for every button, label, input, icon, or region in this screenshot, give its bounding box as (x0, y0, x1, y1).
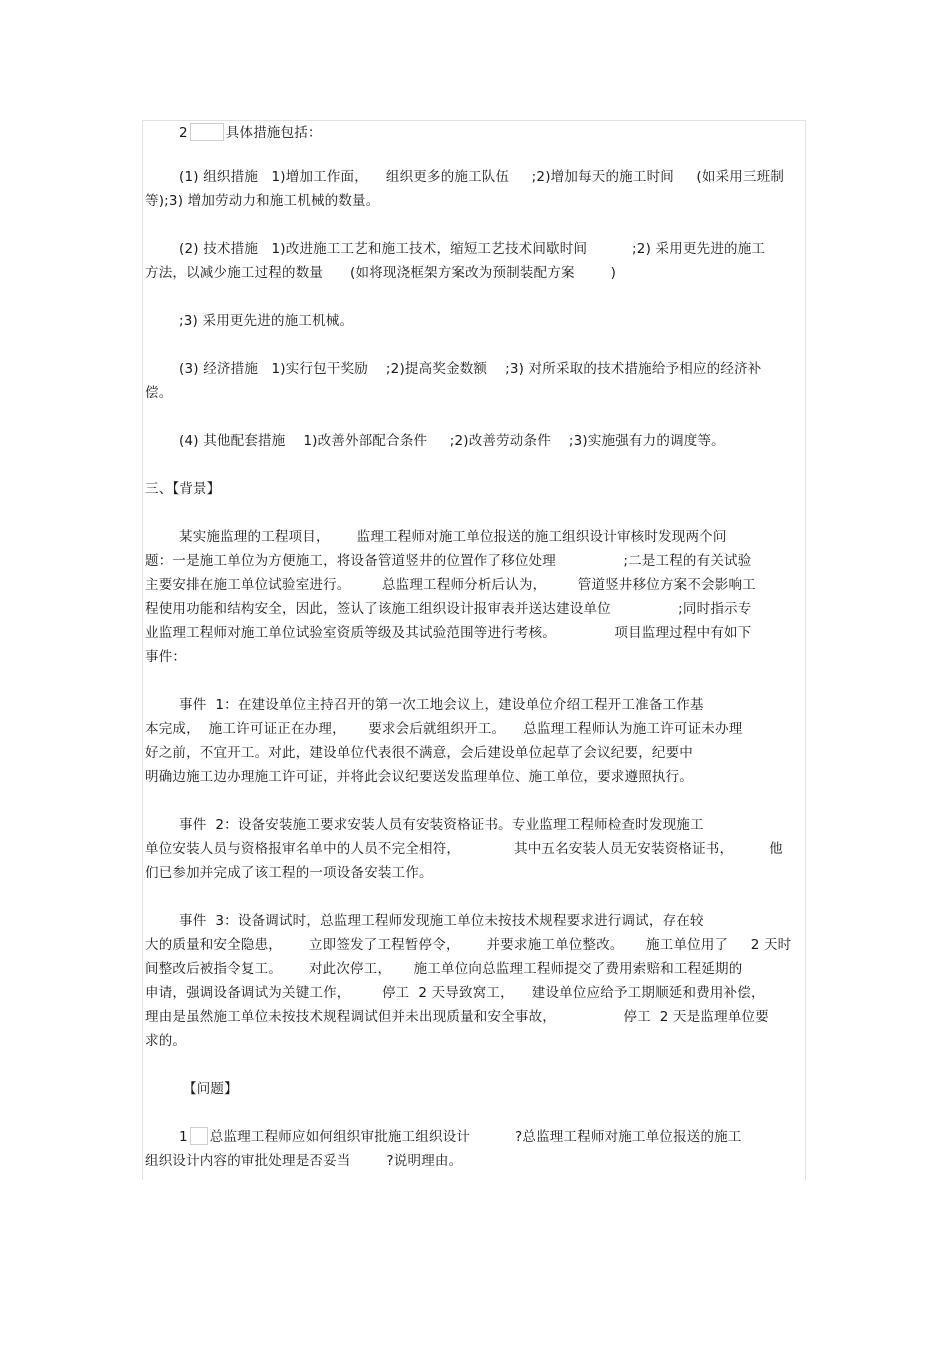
paragraph-line: 申请，强调设备调试为关键工作， 停工 2 天导致窝工， 建设单位应给予工期顺延和费用补偿， (145, 985, 765, 1001)
measure-organization (143, 165, 805, 213)
measure-other (143, 429, 805, 453)
paragraph-line: (2) 技术措施 1)改进施工工艺和施工技术，缩短工艺技术间歇时间 ;2) 采用更先进的施工 (179, 241, 766, 257)
paragraph-line: 理由是虽然施工单位未按技术规程调试但并未出现质量和安全事故， 停工 2 天是监理单位要 (145, 1009, 769, 1025)
paragraph-line: (1) 组织措施 1)增加工作面， 组织更多的施工队伍 ;2)增加每天的施工时间 (如采用三班制 (179, 169, 785, 185)
question-number: 1 (179, 1129, 188, 1145)
question-title: 【问题】 (183, 1081, 238, 1097)
paragraph-line: 题：一是施工单位为方便施工，将设备管道竖井的位置作了移位处理 ;二是工程的有关试验 (145, 553, 752, 569)
number-box (190, 1127, 208, 1145)
paragraph-line: 好之前，不宜开工。对此，建设单位代表很不满意，会后建设单位起草了会议纪要，纪要中 (145, 745, 693, 761)
question-text: 总监理工程师应如何组织审批施工组织设计 ?总监理工程师对施工单位报送的施工 (209, 1129, 742, 1145)
paragraph-line: 们已参加并完成了该工程的一项设备安装工作。 (145, 865, 433, 881)
paragraph-line: 事件 1：在建设单位主持召开的第一次工地会议上，建设单位介绍工程开工准备工作基 (179, 697, 704, 713)
paragraph-line: 偿。 (145, 385, 173, 401)
item-2 (143, 121, 805, 145)
measure-technical (143, 237, 805, 285)
paragraph-line: 事件： (145, 649, 187, 665)
paragraph-line: 方法，以减少施工过程的数量 (如将现浇框架方案改为预制装配方案 ) (145, 265, 617, 281)
paragraph-line: ;3) 采用更先进的施工机械。 (179, 313, 354, 329)
section-title: 三、【背景】 (145, 481, 221, 497)
question-line (143, 1125, 805, 1149)
paragraph-line: 本完成， 施工许可证正在办理， 要求会后就组织开工。 总监理工程师认为施工许可证未办理 (145, 721, 743, 737)
measure-economic (143, 357, 805, 405)
paragraph-line: 主要安排在施工单位试验室进行。 总监理工程师分析后认为， 管道竖井移位方案不会影响工 (145, 577, 756, 593)
paragraph-line: 组织设计内容的审批处理是否妥当 ?说明理由。 (145, 1153, 463, 1169)
paragraph-line: 事件 3：设备调试时，总监理工程师发现施工单位未按技术规程要求进行调试，存在较 (179, 913, 704, 929)
question-heading (143, 1077, 805, 1101)
paragraph-line: 程使用功能和结构安全，因此，签认了该施工组织设计报审表并送达建设单位 ;同时指示专 (145, 601, 752, 617)
paragraph-line: 某实施监理的工程项目， 监理工程师对施工单位报送的施工组织设计审核时发现两个问 (179, 529, 727, 545)
background-paragraph (143, 525, 805, 669)
number-box (190, 123, 224, 141)
paragraph-line: 业监理工程师对施工单位试验室资质等级及其试验范围等进行考核。 项目监理过程中有如下 (145, 625, 752, 641)
paragraph-line: 间整改后被指令复工。 对此次停工， 施工单位向总监理工程师提交了费用索赔和工程延期的 (145, 961, 743, 977)
item-number: 2 (179, 125, 188, 141)
item-text: 具体措施包括： (225, 125, 322, 141)
paragraph-line: 事件 2：设备安装施工要求安装人员有安装资格证书。专业监理工程师检查时发现施工 (179, 817, 704, 833)
paragraph-line: 求的。 (145, 1033, 187, 1049)
event-2 (143, 813, 805, 885)
section-heading (143, 477, 805, 501)
paragraph-line: (4) 其他配套措施 1)改善外部配合条件 ;2)改善劳动条件 ;3)实施强有力的调度等。 (179, 433, 725, 449)
paragraph-line: 明确边施工边办理施工许可证，并将此会议纪要送发监理单位、施工单位，要求遵照执行。 (145, 769, 693, 785)
event-3 (143, 909, 805, 1053)
page-frame (142, 120, 806, 1180)
paragraph-line: 单位安装人员与资格报审名单中的人员不完全相符， 其中五名安装人员无安装资格证书， 他 (145, 841, 783, 857)
paragraph-line: 等);3) 增加劳动力和施工机械的数量。 (145, 193, 380, 209)
paragraph-line: 大的质量和安全隐患， 立即签发了工程暂停令， 并要求施工单位整改。 施工单位用了 2 天时 (145, 937, 792, 953)
event-1 (143, 693, 805, 789)
measure-technical-cont (143, 309, 805, 333)
paragraph-line: (3) 经济措施 1)实行包干奖励 ;2)提高奖金数额 ;3) 对所采取的技术措施给予相应的经济补 (179, 361, 762, 377)
question-1 (143, 1125, 805, 1173)
item-2-line (143, 121, 805, 145)
